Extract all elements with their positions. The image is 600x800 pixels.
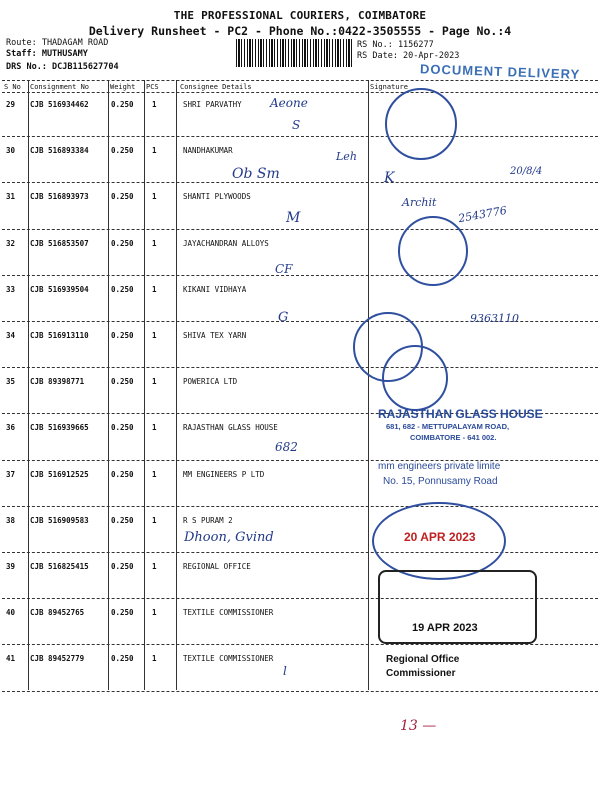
row-consignment-no: CJB 89452779	[30, 654, 85, 664]
col-weight: Weight	[110, 83, 136, 91]
row-consignment-no: CJB 516825415	[30, 562, 89, 571]
sig-30-d: 20/8/4	[510, 166, 543, 177]
row-sno: 31	[6, 192, 16, 202]
regional-stamp-line1: Regional Office	[386, 654, 460, 665]
row-consignee: MM ENGINEERS P LTD	[183, 469, 265, 479]
powerica-seal	[382, 345, 448, 411]
row-pcs: 1	[152, 608, 157, 618]
row-consignee: R S PURAM 2	[183, 515, 233, 525]
sig-34-b: 9363110	[470, 312, 519, 325]
row-pcs: 1	[152, 331, 157, 340]
row-pcs: 1	[152, 423, 157, 433]
row-divider	[2, 691, 598, 692]
row-sno: 39	[6, 562, 16, 571]
row-weight: 0.250	[111, 284, 134, 294]
row-divider	[2, 182, 598, 183]
row-consignment-no: CJB 516913110	[30, 331, 89, 340]
row-pcs: 1	[152, 377, 157, 387]
row-pcs: 1	[152, 562, 157, 571]
row-consignment-no: CJB 516912525	[30, 469, 89, 479]
row-consignee: SHANTI PLYWOODS	[183, 192, 251, 202]
row-divider	[2, 644, 598, 645]
row-divider	[2, 506, 598, 507]
row-sno: 34	[6, 331, 16, 340]
alloys-seal	[398, 216, 468, 286]
row-divider	[2, 229, 598, 230]
row-consignee: JAYACHANDRAN ALLOYS	[183, 238, 269, 248]
mm-stamp-line1: mm engineers private limite	[378, 461, 501, 472]
row-weight: 0.250	[111, 515, 134, 525]
health-care-seal	[385, 88, 457, 160]
row-divider	[2, 136, 598, 137]
sig-30-c: K	[384, 170, 395, 186]
row-weight: 0.250	[111, 562, 134, 571]
sig-31-c: M	[286, 210, 301, 226]
row-pcs: 1	[152, 654, 157, 664]
sig-29-b: S	[292, 118, 301, 132]
rajasthan-addr1: 681, 682 - METTUPALAYAM ROAD,	[386, 422, 510, 431]
col-consignee: Consignee Details	[180, 83, 252, 91]
row-pcs: 1	[152, 515, 157, 525]
row-consignment-no: CJB 516939665	[30, 423, 89, 433]
row-weight: 0.250	[111, 423, 134, 433]
col-signature: Signature	[370, 83, 408, 91]
row-consignment-no: CJB 516853507	[30, 238, 89, 248]
sig-31-a: Archit	[402, 196, 437, 209]
row-pcs: 1	[152, 100, 157, 109]
row-consignment-no: CJB 516909583	[30, 515, 89, 525]
row-weight: 0.250	[111, 654, 134, 664]
row-consignment-no: CJB 516893973	[30, 192, 89, 202]
row-consignee: REGIONAL OFFICE	[183, 562, 251, 571]
row-sno: 41	[6, 654, 16, 664]
rajasthan-stamp: RAJASTHAN GLASS HOUSE	[378, 407, 543, 421]
mm-stamp-line2: No. 15, Ponnusamy Road	[383, 476, 498, 487]
row-sno: 37	[6, 469, 16, 479]
rajasthan-addr2: COIMBATORE - 641 002.	[410, 433, 497, 442]
row-weight: 0.250	[111, 192, 134, 202]
row-weight: 0.250	[111, 608, 134, 618]
row-weight: 0.250	[111, 469, 134, 479]
row-sno: 33	[6, 284, 16, 294]
row-sno: 35	[6, 377, 16, 387]
barcode	[236, 39, 352, 67]
row-weight: 0.250	[111, 377, 134, 387]
row-sno: 32	[6, 238, 16, 248]
row-sno: 38	[6, 515, 16, 525]
sig-31-b: 2543776	[457, 203, 508, 226]
col-pcs: PCS	[146, 83, 159, 91]
row-divider	[2, 460, 598, 461]
row-consignee: RAJASTHAN GLASS HOUSE	[183, 423, 278, 433]
row-consignee: SHRI PARVATHY	[183, 100, 242, 109]
company-title: THE PROFESSIONAL COURIERS, COIMBATORE	[173, 9, 427, 22]
row-sno: 36	[6, 423, 16, 433]
row-divider	[2, 367, 598, 368]
row-pcs: 1	[152, 469, 157, 479]
row-consignment-no: CJB 89452765	[30, 608, 85, 618]
sig-36-a: 682	[275, 440, 298, 454]
row-consignee: TEXTILE COMMISSIONER	[183, 654, 274, 664]
row-pcs: 1	[152, 146, 157, 156]
row-consignment-no: CJB 516893384	[30, 146, 89, 156]
rs-number: RS No.: 1156277	[357, 40, 434, 50]
row-consignment-no: CJB 516934462	[30, 100, 89, 109]
row-sno: 30	[6, 146, 16, 156]
sig-30-b: Ob Sm	[232, 166, 280, 182]
textile-date-stamp: 19 APR 2023	[412, 622, 478, 634]
regional-stamp-line2: Commissioner	[386, 668, 456, 679]
row-weight: 0.250	[111, 100, 134, 109]
row-consignee: KIKANI VIDHAYA	[183, 284, 247, 294]
document-delivery-stamp: DOCUMENT DELIVERY	[419, 61, 581, 82]
row-pcs: 1	[152, 284, 157, 294]
row-sno: 29	[6, 100, 16, 109]
row-pcs: 1	[152, 238, 157, 248]
sig-41-a: l	[283, 664, 287, 678]
row-consignment-no: CJB 516939504	[30, 284, 89, 294]
staff-label: Staff: MUTHUSAMY	[6, 49, 88, 59]
row-weight: 0.250	[111, 238, 134, 248]
row-pcs: 1	[152, 192, 157, 202]
bank-date-stamp: 20 APR 2023	[404, 530, 476, 544]
runsheet-title: Delivery Runsheet - PC2 - Phone No.:0422-3505555 - Page No.:4	[88, 24, 512, 38]
sig-38-a: Dhoon, Gvind	[184, 530, 274, 545]
row-consignment-no: CJB 89398771	[30, 377, 85, 387]
drs-label: DRS No.: DCJB115627704	[6, 62, 119, 72]
sig-34-a: G	[278, 310, 289, 325]
route-label: Route: THADAGAM ROAD	[6, 38, 109, 48]
row-consignee: TEXTILE COMMISSIONER	[183, 608, 274, 618]
row-consignee: NANDHAKUMAR	[183, 146, 233, 156]
row-consignee: SHIVA TEX YARN	[183, 331, 247, 340]
rs-date: RS Date: 20-Apr-2023	[357, 51, 460, 61]
row-divider	[2, 552, 598, 553]
row-consignee: POWERICA LTD	[183, 377, 238, 387]
row-divider	[2, 275, 598, 276]
sig-29-a: Aeone	[270, 96, 308, 110]
col-sno: S No	[4, 83, 21, 91]
footer-scribble: 13 —	[400, 718, 437, 734]
sig-30-a: Leh	[336, 150, 357, 163]
row-sno: 40	[6, 608, 16, 618]
sig-33-a: CF	[275, 262, 293, 276]
col-consignment: Consignment No	[30, 83, 90, 91]
row-weight: 0.250	[111, 146, 134, 156]
row-weight: 0.250	[111, 331, 134, 340]
